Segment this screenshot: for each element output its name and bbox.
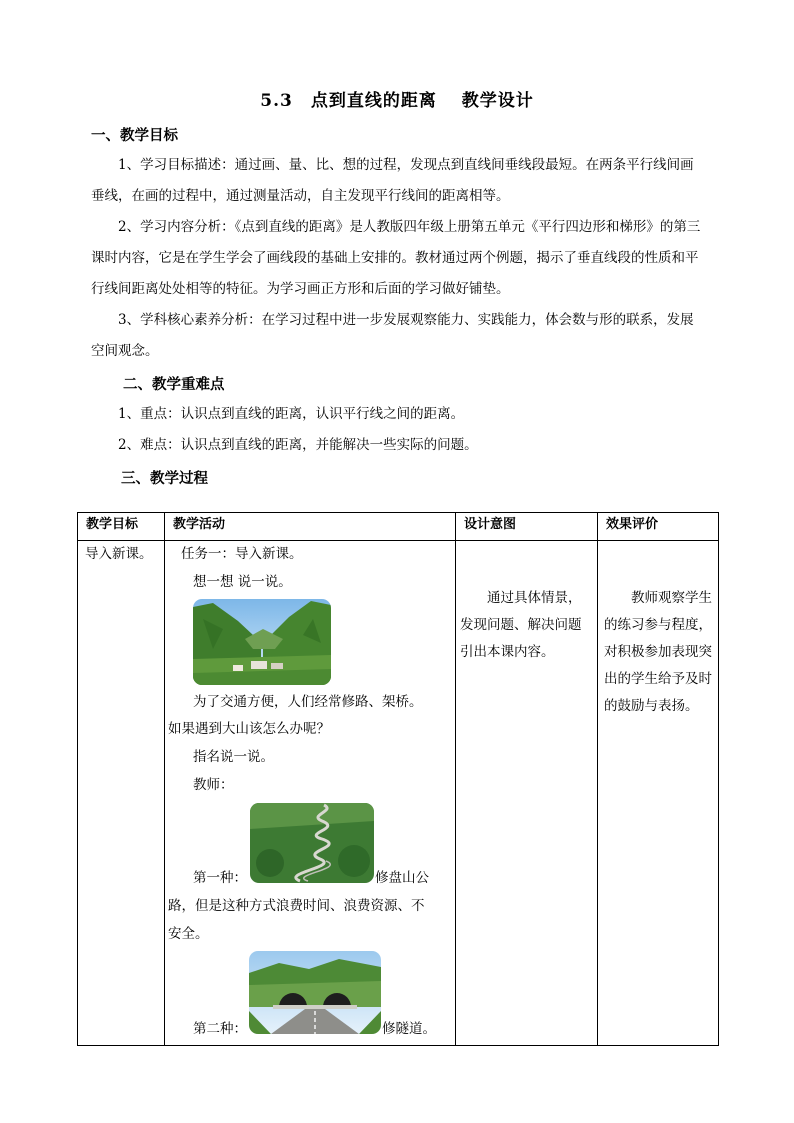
second-method-prefix: 第二种： bbox=[193, 1021, 247, 1037]
section-heading-key-points: 二、教学重难点 bbox=[123, 376, 225, 393]
question-line-2: 如果遇到大山该怎么办呢？ bbox=[168, 721, 330, 737]
header-goal: 教学目标 bbox=[78, 513, 165, 541]
goal-text-3: 3、学科核心素养分析：在学习过程中进一步发展观察能力、实践能力，体会数与形的联系，发展空间观念。 bbox=[91, 312, 694, 359]
table-header-row bbox=[78, 513, 719, 541]
intent-text: 通过具体情景，发现问题、解决问题引出本课内容。 bbox=[460, 590, 582, 660]
key-point-1: 1、重点：认识点到直线的距离，认识平行线之间的距离。 bbox=[118, 406, 465, 422]
teacher-label: 教师： bbox=[193, 777, 234, 793]
mountain-valley-photo bbox=[193, 599, 331, 685]
goal-text-1: 1、学习目标描述：通过画、量、比、想的过程，发现点到直线间垂线段最短。在两条平行线间画垂线，在画的过程中，通过测量活动，自主发现平行线间的距离相等。 bbox=[91, 157, 694, 204]
cell-activity bbox=[165, 541, 456, 1046]
task-one-text: 任务一：导入新课。 bbox=[181, 546, 303, 562]
first-method-suffix: 修盘山公 bbox=[375, 870, 429, 886]
section-heading-goals: 一、教学目标 bbox=[91, 127, 178, 144]
document-title: 5.3 点到直线的距离 教学设计 bbox=[260, 91, 534, 111]
goal-text-2: 2、学习内容分析：《点到直线的距离》是人教版四年级上册第五单元《平行四边形和梯形》的第三课时内容，它是在学生学会了画线段的基础上安排的。教材通过两个例题，揭示了垂直线段的性质和平行线间距离处处相等的特征。为学习画正方形和后面的学习做好铺垫。 bbox=[91, 219, 701, 297]
first-method-line-2: 路，但是这种方式浪费时间、浪费资源、不 bbox=[168, 898, 425, 914]
key-point-2: 2、难点：认识点到直线的距离，并能解决一些实际的问题。 bbox=[118, 437, 478, 453]
second-method-suffix: 修隧道。 bbox=[382, 1021, 436, 1037]
header-intent: 设计意图 bbox=[456, 513, 598, 541]
goal-paragraph-3 bbox=[91, 305, 705, 367]
think-say-text: 想一想 说一说。 bbox=[193, 574, 292, 590]
tunnel-highway-photo bbox=[249, 951, 381, 1034]
goal-paragraph-2 bbox=[91, 212, 705, 305]
process-table bbox=[77, 512, 719, 1046]
cell-intent bbox=[456, 541, 598, 1046]
cell-goal bbox=[78, 541, 165, 1046]
table-row bbox=[78, 541, 719, 1046]
ask-students-text: 指名说一说。 bbox=[193, 749, 274, 765]
goal-cell-text: 导入新课。 bbox=[85, 546, 153, 562]
section-heading-process: 三、教学过程 bbox=[121, 470, 208, 487]
cell-evaluation bbox=[598, 541, 719, 1046]
goal-paragraph-1 bbox=[91, 150, 705, 212]
first-method-prefix: 第一种： bbox=[193, 870, 247, 886]
first-method-line-3: 安全。 bbox=[168, 926, 209, 942]
evaluation-text: 教师观察学生的练习参与程度，对积极参加表现突出的学生给予及时的鼓励与表扬。 bbox=[604, 590, 712, 714]
header-activity: 教学活动 bbox=[165, 513, 456, 541]
header-evaluation: 效果评价 bbox=[598, 513, 719, 541]
question-line-1: 为了交通方便，人们经常修路、架桥。 bbox=[193, 694, 423, 710]
winding-mountain-road-photo bbox=[250, 803, 374, 883]
